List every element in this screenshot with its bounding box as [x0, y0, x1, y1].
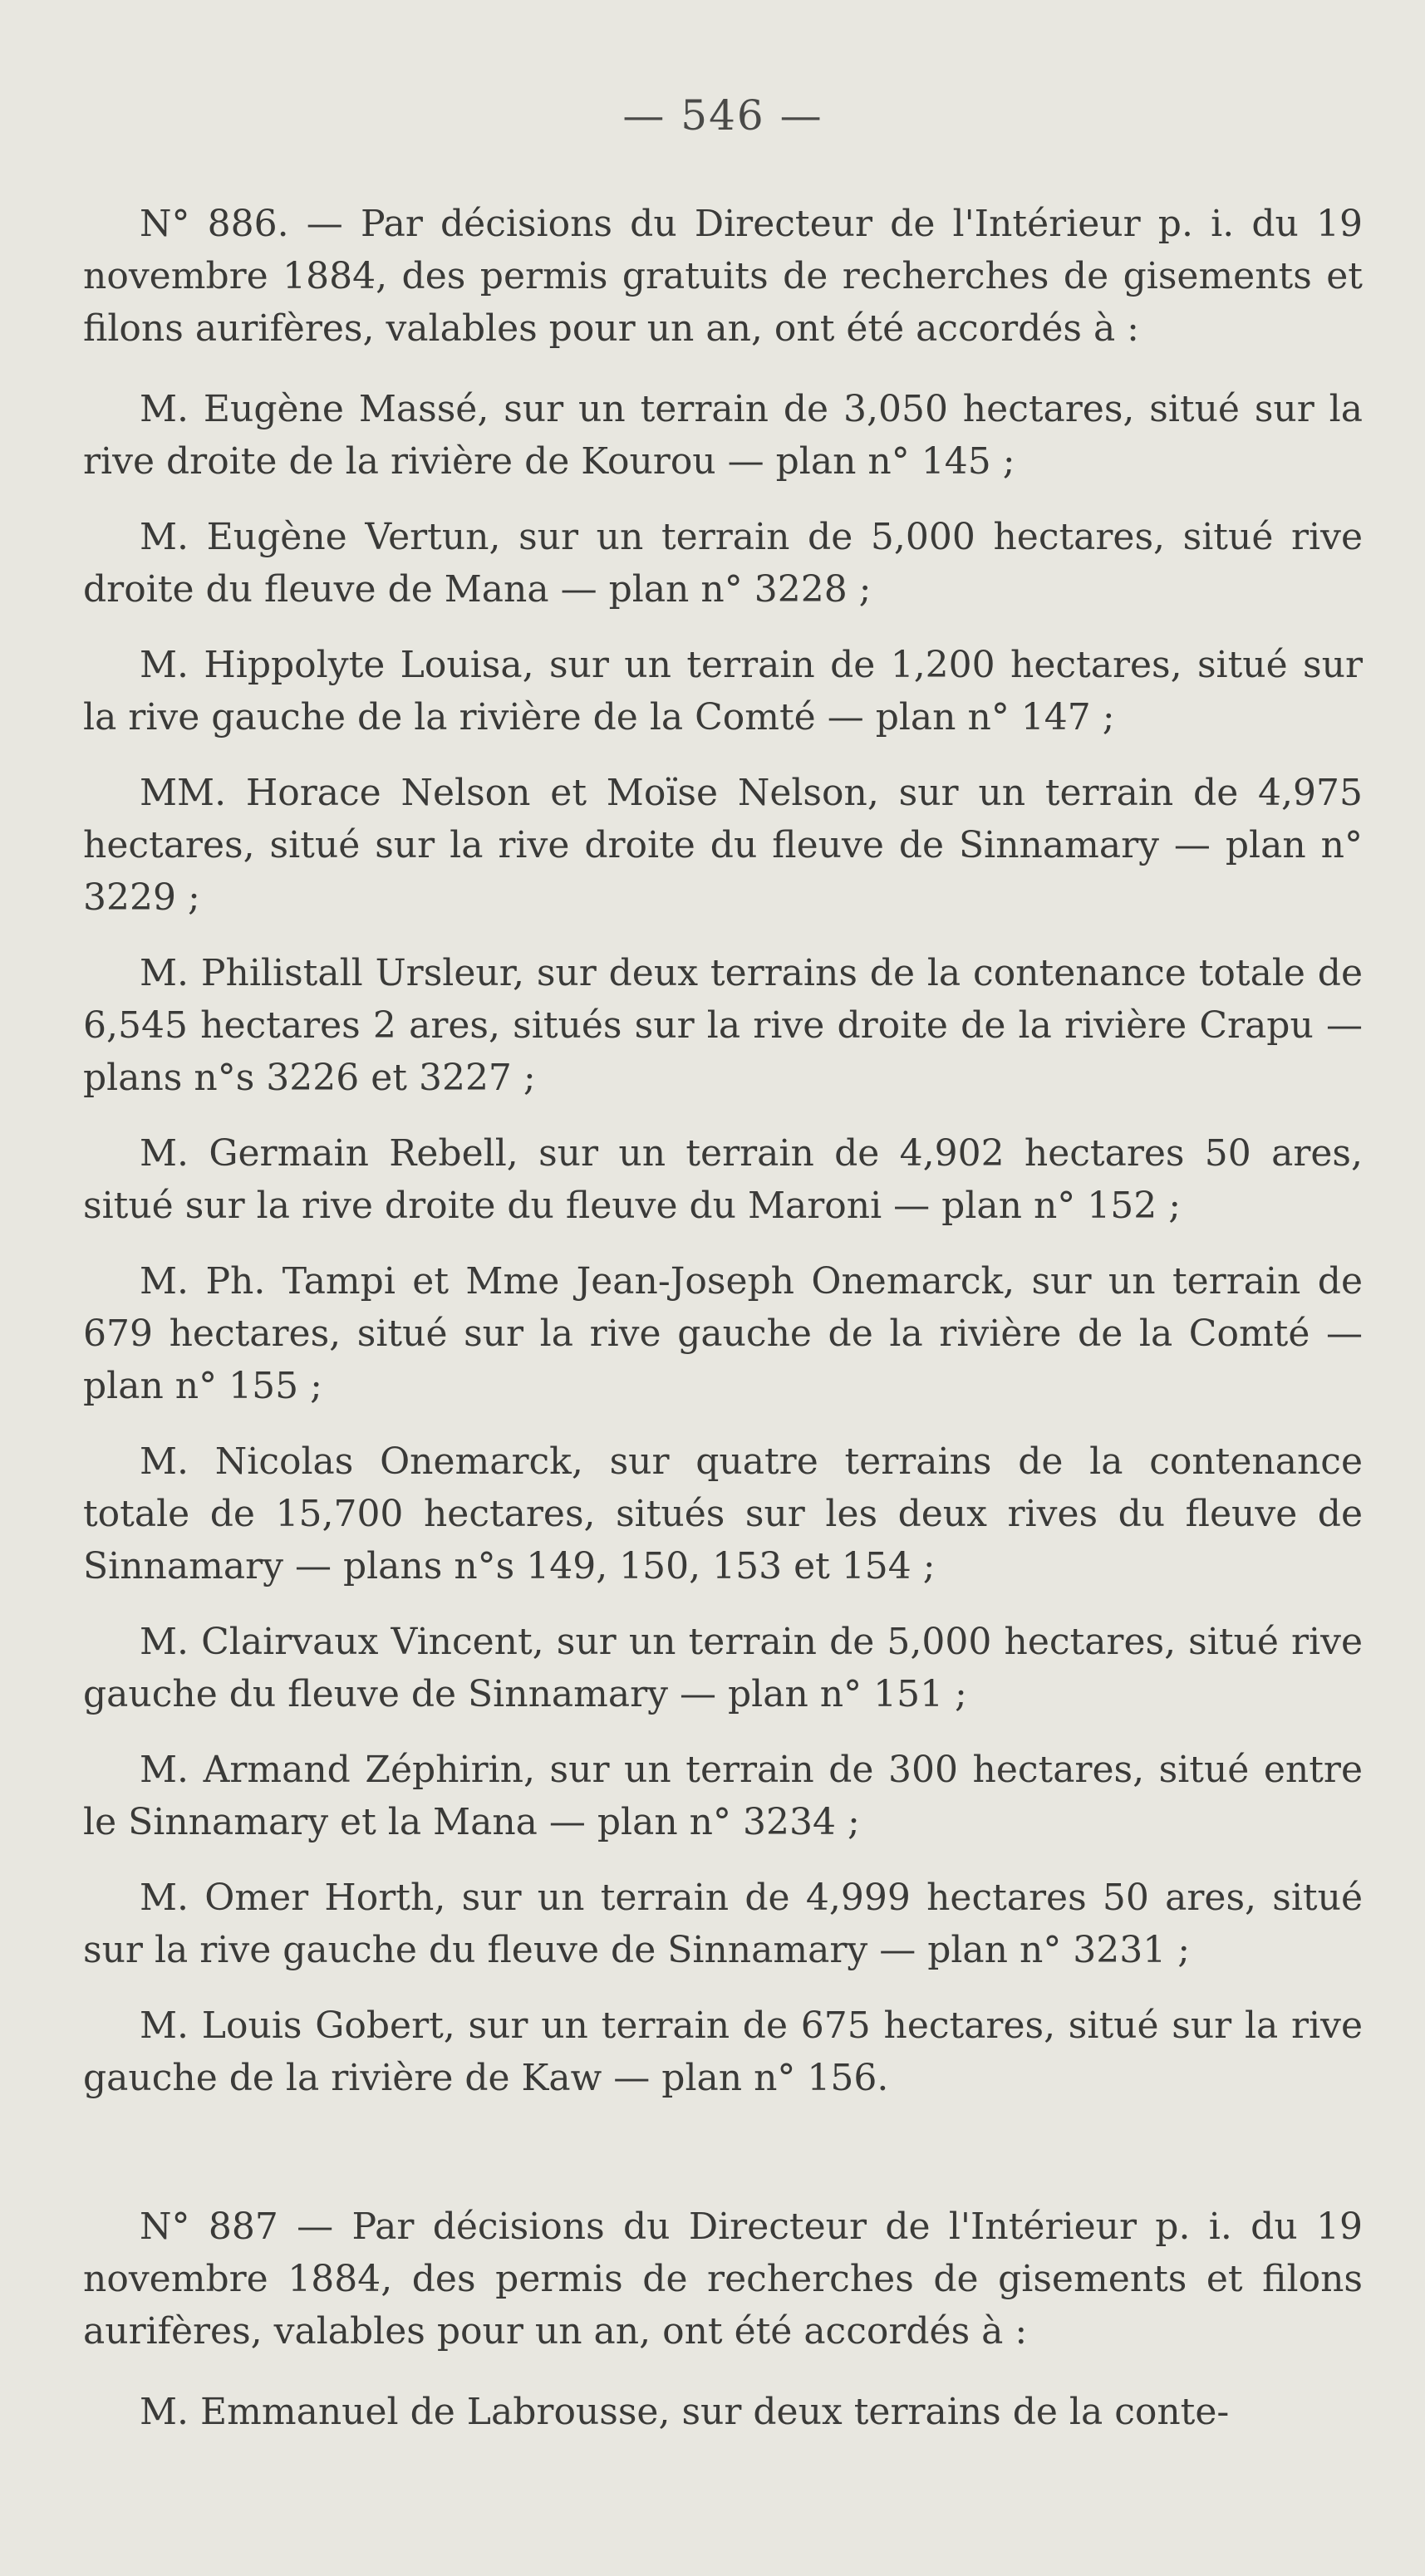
entry-heading: N° 887 — Par décisions du Directeur de l'Intérieur p. i. du 19 novembre 1884, des permis de recherches de gisements et filons aurifères, valables pour un an, ont été accordés à : — [83, 2206, 1363, 2353]
grant-paragraph: M. Nicolas Onemarck, sur quatre terrains de la contenance totale de 15,700 hectares, situés sur les deux rives du fleuve de Sinnamary — plans n°s 149, 150, 153 et 154 ; — [83, 1440, 1363, 1587]
grant-paragraph: M. Omer Horth, sur un terrain de 4,999 hectares 50 ares, situé sur la rive gauche du fleuve de Sinnamary — plan n° 3231 ; — [83, 1877, 1363, 1971]
grant-paragraph: MM. Horace Nelson et Moïse Nelson, sur un terrain de 4,975 hectares, situé sur la rive droite du fleuve de Sinnamary — plan n° 3229 ; — [83, 772, 1363, 919]
grant-paragraph: M. Clairvaux Vincent, sur un terrain de 5,000 hectares, situé rive gauche du fleuve de Sinnamary — plan n° 151 ; — [83, 1621, 1363, 1715]
grant-paragraph: M. Emmanuel de Labrousse, sur deux terrains de la conte- — [140, 2391, 1230, 2433]
grant-paragraph: M. Armand Zéphirin, sur un terrain de 300 hectares, situé entre le Sinnamary et la Mana — plan n° 3234 ; — [83, 1749, 1363, 1843]
grant-paragraph: M. Philistall Ursleur, sur deux terrains de la contenance totale de 6,545 hectares 2 ares, situés sur la rive droite de la rivière Crapu — plans n°s 3226 et 3227 ; — [83, 952, 1363, 1099]
entry-heading: N° 886. — Par décisions du Directeur de l'Intérieur p. i. du 19 novembre 1884, des permis gratuits de recherches de gisements et filons aurifères, valables pour un an, ont été accordés à : — [83, 203, 1363, 350]
grant-paragraph: M. Germain Rebell, sur un terrain de 4,902 hectares 50 ares, situé sur la rive droite du fleuve du Maroni — plan n° 152 ; — [83, 1132, 1363, 1227]
grant-paragraph: M. Hippolyte Louisa, sur un terrain de 1,200 hectares, situé sur la rive gauche de la rivière de la Comté — plan n° 147 ; — [83, 644, 1363, 738]
grant-paragraph: M. Louis Gobert, sur un terrain de 675 hectares, situé sur la rive gauche de la rivière de Kaw — plan n° 156. — [83, 2004, 1363, 2099]
grant-paragraph: M. Eugène Massé, sur un terrain de 3,050 hectares, situé sur la rive droite de la rivière de Kourou — plan n° 145 ; — [83, 388, 1363, 483]
entry-887 — [83, 2201, 1363, 2438]
document-page — [83, 91, 1363, 2550]
page-number: — 546 — — [622, 91, 823, 140]
grant-paragraph: M. Eugène Vertun, sur un terrain de 5,000 hectares, situé rive droite du fleuve de Mana — plan n° 3228 ; — [83, 516, 1363, 611]
grant-paragraph: M. Ph. Tampi et Mme Jean-Joseph Onemarck, sur un terrain de 679 hectares, situé sur la rive gauche de la rivière de la Comté — plan n° 155 ; — [83, 1260, 1363, 1407]
entry-886 — [83, 198, 1363, 2104]
entry-separator — [83, 2127, 1363, 2201]
